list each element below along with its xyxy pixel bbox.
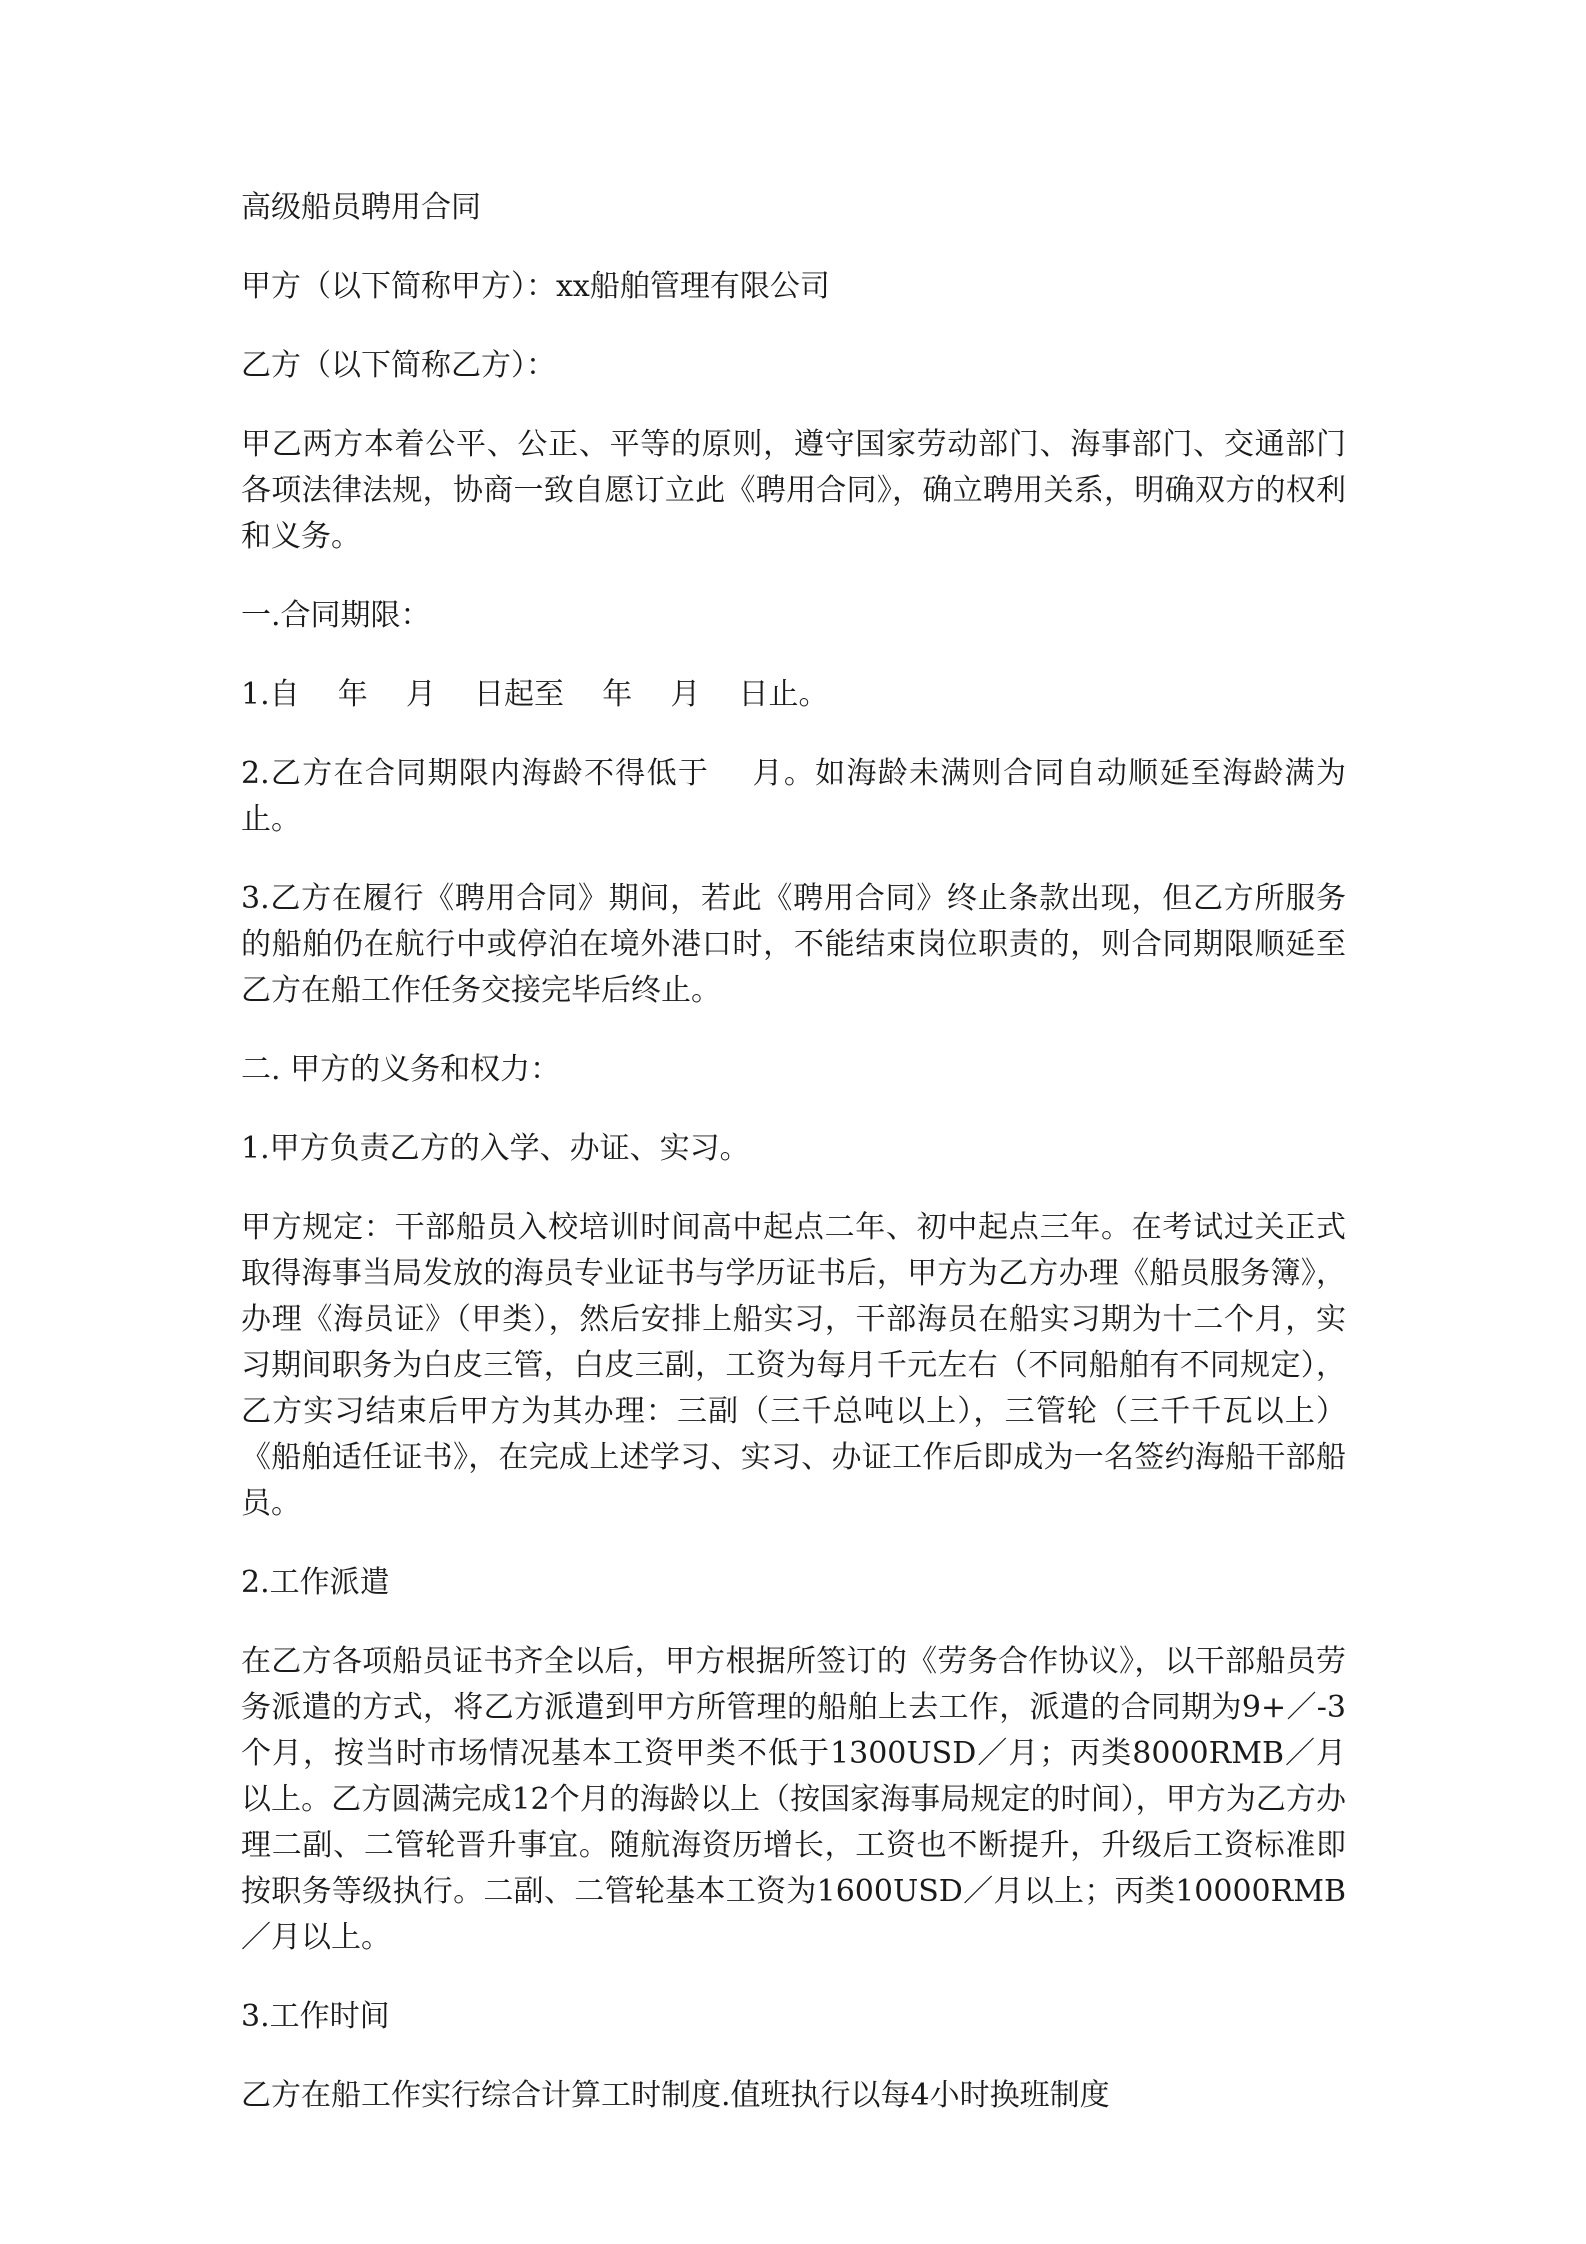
clause-1-3: 3.乙方在履行《聘用合同》期间，若此《聘用合同》终止条款出现，但乙方所服务的船舶仍在航行中或停泊在境外港口时，不能结束岗位职责的，则合同期限顺延至乙方在船工作任务交接完毕后终止。 — [241, 881, 1346, 1008]
clause-1-1: 1.自 年 月 日起至 年 月 日止。 — [241, 677, 829, 712]
preamble-paragraph: 甲乙两方本着公平、公正、平等的原则，遵守国家劳动部门、海事部门、交通部门各项法律法规，协商一致自愿订立此《聘用合同》，确立聘用关系，明确双方的权利和义务。 — [241, 427, 1346, 554]
clause-2-2-heading: 2.工作派遣 — [241, 1565, 390, 1600]
party-b-line: 乙方（以下简称乙方）： — [241, 348, 556, 383]
clause-2-3-detail: 乙方在船工作实行综合计算工时制度.值班执行以每4小时换班制度 — [241, 2078, 1110, 2113]
section-2-heading: 二. 甲方的义务和权力： — [241, 1052, 561, 1087]
party-a-line: 甲方（以下简称甲方）：xx船舶管理有限公司 — [241, 269, 830, 304]
clause-2-3-heading: 3.工作时间 — [241, 1999, 390, 2034]
clause-2-1: 1.甲方负责乙方的入学、办证、实习。 — [241, 1131, 750, 1166]
section-1-heading: 一.合同期限： — [241, 598, 431, 633]
clause-2-1-detail: 甲方规定：干部船员入校培训时间高中起点二年、初中起点三年。在考试过关正式取得海事当局发放的海员专业证书与学历证书后，甲方为乙方办理《船员服务簿》，办理《海员证》（甲类），然后安排上船实习，干部海员在船实习期为十二个月，实习期间职务为白皮三管，白皮三副，工资为每月千元左右（不同船舶有不同规定），乙方实习结束后甲方为其办理：三副（三千总吨以上），三管轮（三千千瓦以上）《船舶适任证书》，在完成上述学习、实习、办证工作后即成为一名签约海船干部船员。 — [241, 1210, 1346, 1521]
clause-1-2: 2.乙方在合同期限内海龄不得低于 月。如海龄未满则合同自动顺延至海龄满为止。 — [241, 756, 1346, 837]
document-title: 高级船员聘用合同 — [241, 190, 481, 225]
clause-2-2-detail: 在乙方各项船员证书齐全以后，甲方根据所签订的《劳务合作协议》，以干部船员劳务派遣的方式，将乙方派遣到甲方所管理的船舶上去工作，派遣的合同期为9+／-3个月，按当时市场情况基本工资甲类不低于1300USD／月；丙类8000RMB／月以上。乙方圆满完成12个月的海龄以上（按国家海事局规定的时间），甲方为乙方办理二副、二管轮晋升事宜。随航海资历增长，工资也不断提升，升级后工资标准即按职务等级执行。二副、二管轮基本工资为1600USD／月以上；丙类10000RMB／月以上。 — [241, 1644, 1346, 1955]
contract-document — [241, 185, 1346, 2152]
